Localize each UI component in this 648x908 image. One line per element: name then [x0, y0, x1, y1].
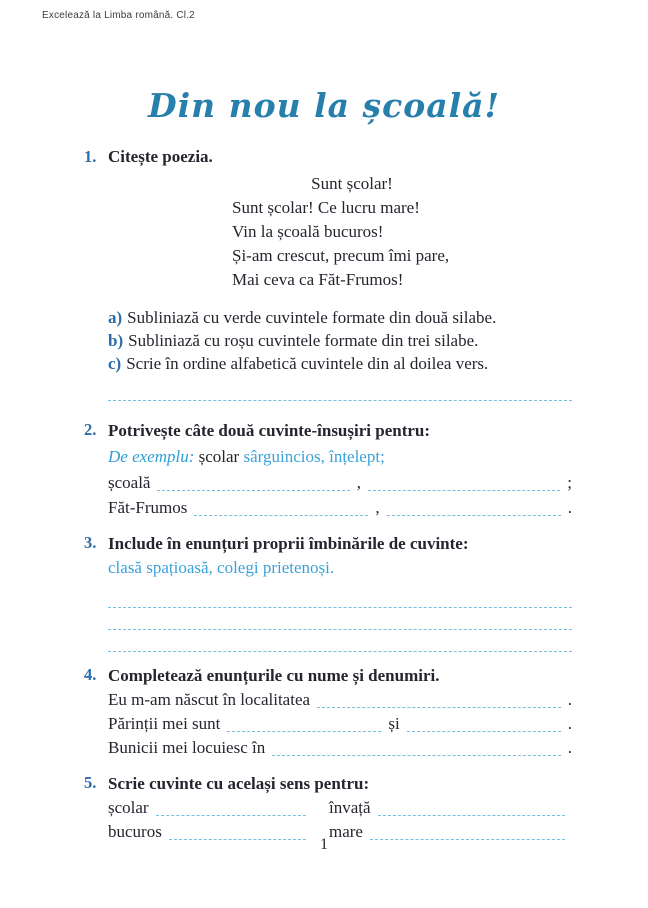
exercise-4-body: [108, 664, 572, 760]
exercise-1-number: 1.: [84, 147, 97, 166]
example-label: De exemplu:: [108, 447, 195, 466]
terminator: .: [567, 738, 572, 757]
exercise-4-number: 4.: [84, 665, 97, 684]
fill-word: Făt-Frumos: [108, 498, 188, 517]
poem-line: Vin la școală bucuros!: [232, 222, 384, 241]
pair-word: școlar: [108, 798, 149, 817]
answer-blank: [156, 815, 306, 816]
sentence-text: Eu m-am născut în localitatea: [108, 690, 311, 709]
sentence-text: Bunicii mei locuiesc în: [108, 738, 266, 757]
sentence-text: Părinții mei sunt: [108, 714, 221, 733]
terminator: .: [567, 498, 572, 517]
exercise-1: [84, 146, 572, 401]
subitem-c-label: c): [108, 354, 122, 373]
pair-word: bucuros: [108, 822, 162, 841]
exercise-3: [84, 532, 572, 652]
answer-blank-line: [108, 586, 572, 608]
subitem-c-text: Scrie în ordine alfabetică cuvintele din al doilea vers.: [126, 354, 489, 373]
exercise-2-number: 2.: [84, 420, 97, 439]
answer-blank: [387, 515, 561, 516]
page-content: [84, 146, 572, 844]
poem-line: Și-am crescut, precum îmi pare,: [232, 246, 450, 265]
pair-scolar: [108, 796, 313, 820]
exercise-2-prompt: Potrivește câte două cuvinte-însușiri pentru:: [108, 421, 431, 440]
subitem-b-label: b): [108, 331, 124, 350]
exercise-4-prompt: Completează enunțurile cu nume și denumiri.: [108, 666, 440, 685]
terminator: .: [567, 690, 572, 709]
answer-blank-line: [108, 630, 572, 652]
subitem-a-text: Subliniază cu verde cuvintele formate din două silabe.: [127, 308, 497, 327]
answer-blank-line: [108, 380, 572, 401]
separator: ,: [375, 498, 380, 517]
poem: [232, 172, 472, 292]
sentence-row-3: [108, 736, 572, 760]
exercise-3-phrases: clasă spațioasă, colegi prietenoși.: [108, 558, 335, 577]
sentence-row-2: [108, 712, 572, 736]
exercise-1-body: [108, 146, 572, 401]
subitem-c: [108, 352, 572, 375]
answer-blank: [227, 731, 381, 732]
terminator: .: [567, 714, 573, 733]
subitem-a-label: a): [108, 308, 123, 327]
fill-row-scoala: [108, 470, 572, 495]
pair-word: mare: [329, 822, 363, 841]
answer-blank: [272, 755, 561, 756]
exercise-1-subitems: [108, 306, 572, 375]
example-answers: sârguincios, înțelept;: [243, 447, 385, 466]
subitem-a: [108, 306, 572, 329]
example-word: școlar: [198, 447, 240, 466]
answer-blanks-group: [108, 586, 572, 652]
answer-blank-line: [108, 608, 572, 630]
exercise-5: [84, 772, 572, 844]
exercise-3-prompt: Include în enunțuri proprii îmbinările de cuvinte:: [108, 534, 469, 553]
exercise-3-body: [108, 532, 572, 652]
exercise-3-number: 3.: [84, 533, 97, 552]
connector: și: [388, 714, 400, 733]
example-line: [108, 443, 572, 470]
exercise-2: [84, 419, 572, 520]
exercise-4: [84, 664, 572, 760]
terminator: ;: [567, 473, 572, 492]
subitem-b-text: Subliniază cu roșu cuvintele formate din trei silabe.: [128, 331, 479, 350]
answer-blank: [317, 707, 561, 708]
exercise-5-prompt: Scrie cuvinte cu același sens pentru:: [108, 774, 370, 793]
exercise-1-prompt: Citește poezia.: [108, 147, 213, 166]
exercise-5-number: 5.: [84, 773, 97, 792]
subitem-b: [108, 329, 572, 352]
exercise-2-body: [108, 419, 572, 520]
fill-word: școală: [108, 473, 151, 492]
booklet-header: Excelează la Limba română. Cl.2: [42, 10, 195, 21]
page-title: Din nou la școală!: [148, 86, 500, 125]
fill-row-fat-frumos: [108, 495, 572, 520]
pair-word: învață: [329, 798, 371, 817]
exercise-5-body: [108, 772, 572, 844]
answer-blank: [194, 515, 368, 516]
page-number: 1: [320, 836, 328, 853]
sentence-row-1: [108, 688, 572, 712]
pair-invata: [329, 796, 572, 820]
separator: ,: [356, 473, 361, 492]
poem-line: Sunt școlar! Ce lucru mare!: [232, 198, 420, 217]
answer-blank: [368, 490, 560, 491]
answer-blank: [378, 815, 565, 816]
answer-blank: [157, 490, 349, 491]
poem-title: Sunt școlar!: [311, 174, 393, 193]
poem-line: Mai ceva ca Făt-Frumos!: [232, 270, 404, 289]
answer-blank: [407, 731, 561, 732]
